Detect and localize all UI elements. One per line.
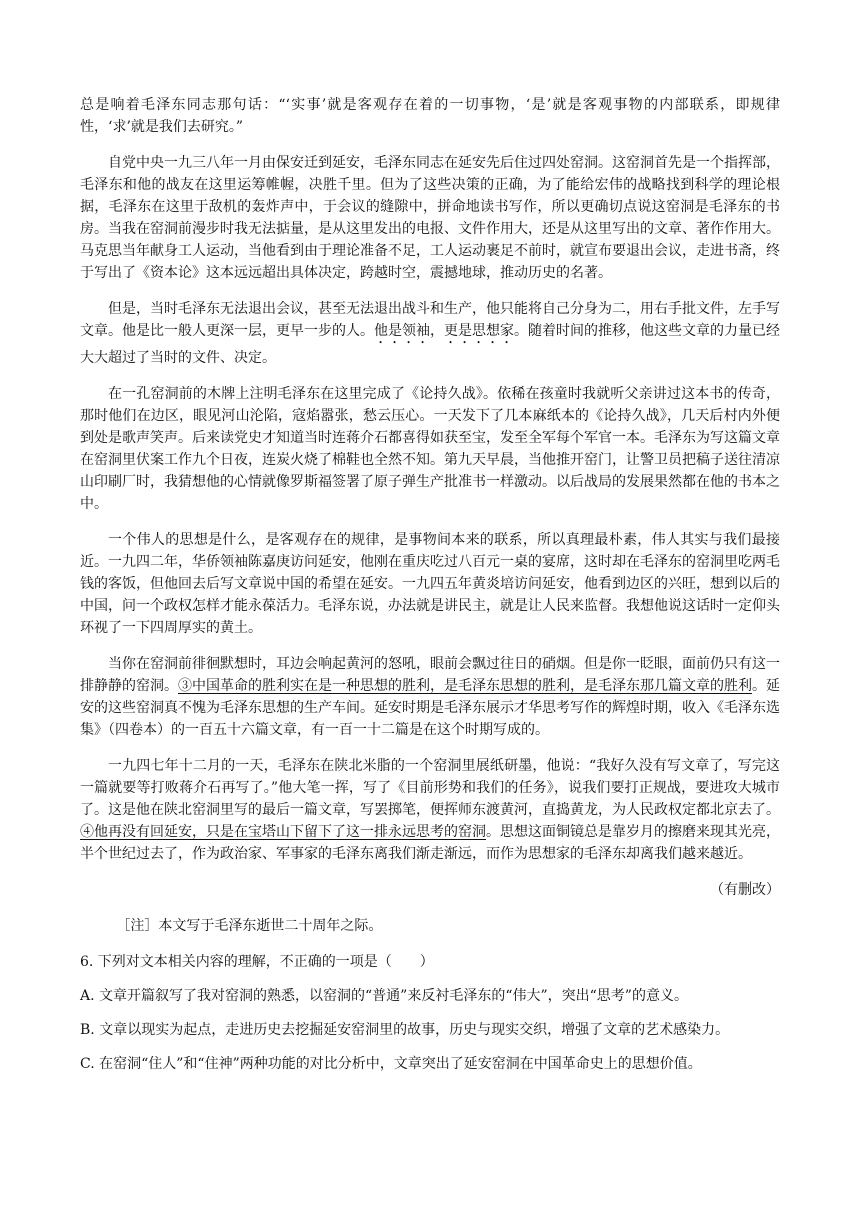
- emphasis-dotted-text: 他是领袖: [374, 323, 430, 339]
- paragraph-text: 一九四七年十二月的一天，毛泽东在陕北米脂的一个窑洞里展纸研墨，他说：“我好久没有写文章了，写完这一篇就要等打败蒋介石再写了。”他大笔一挥，写了《目前形势和我们的任务》，说我们要打正规战，要进攻大城市了。这是他在陕北窑洞里写的最后一篇文章，写罢掷笔，便挥师东渡黄河，直捣黄龙，为人民政权定都北京去了。: [80, 758, 780, 818]
- question-stem: 6. 下列对文本相关内容的理解，不正确的一项是（ ）: [80, 954, 434, 970]
- underlined-sentence-3: ③中国革命的胜利实在是一种思想的胜利，是毛泽东思想的胜利，是毛泽东那几篇文章的胜利: [178, 678, 752, 694]
- paragraph-text: ，: [430, 323, 444, 339]
- paragraph-great-thought: 一个伟人的思想是什么，是客观存在的规律，是事物间本来的联系，所以真理最朴素，伟人其实与我们最接近。一九四二年，华侨领袖陈嘉庚访问延安，他刚在重庆吃过八百元一桌的宴席，这时却在毛泽东的窑洞里吃两毛钱的客饭，但他回去后写文章说中国的希望在延安。一九四五年黄炎培访问延安，他看到边区的兴旺，想到以后的中国，问一个政权怎样才能永葆活力。毛泽东说，办法就是讲民主，就是让人民来监督。我想他说这话时一定仰头环视了一下四周厚实的黄土。: [80, 532, 780, 636]
- paragraph-command-post: 自党中央一九三八年一月由保安迁到延安，毛泽东同志在延安先后住过四处窑洞。这窑洞首先是一个指挥部，毛泽东和他的战友在这里运筹帷幄，决胜千里。但为了这些决策的正确，为了能给宏伟的战略找到科学的理论根据，毛泽东在这里于敌机的轰炸声中，于会议的缝隙中，拼命地读书写作，所以更确切点说这窑洞是毛泽东的书房。当我在窑洞前漫步时我无法掂量，是从这里发出的电报、文件作用大，还是从这里写出的文章、著作作用大。马克思当年献身工人运动，当他看到由于理论准备不足，工人运动裹足不前时，就宣布要退出会议，走进书斋，终于写出了《资本论》这本远远超出具体决定，跨越时空，震撼地球，推动历史的名著。: [80, 155, 780, 281]
- intro-paragraph: 总是响着毛泽东同志那句话：“‘实事’就是客观存在着的一切事物，‘是’就是客观事物的内部联系，即规律性，‘求’就是我们去研究。”: [80, 97, 780, 135]
- paragraph-text: 。思想这面铜镜总是靠岁月的擦磨来现其光亮，半个世纪过去了，作为政治家、军事家的毛泽东离我们渐走渐远，而作为思想家的毛泽东却离我们越来越近。: [80, 824, 780, 862]
- paragraph-protracted-war: 在一孔窑洞前的木牌上注明毛泽东在这里完成了《论持久战》。依稀在孩童时我就听父亲讲过这本书的传奇，那时他们在边区，眼见河山沦陷，寇焰嚣张，愁云压心。一天发下了几本麻纸本的《论持久战》，几天后村内外便到处是歌声笑声。后来读党史才知道当时连蒋介石都喜得如获至宝，发至全军每个军官一本。毛泽东为写这篇文章在窑洞里伏案工作九个日夜，连炭火烧了棉鞋也全然不知。第九天早晨，当他推开窑门，让警卫员把稿子送往清凉山印刷厂时，我猜想他的心情就像罗斯福签署了原子弹生产批准书一样激动。以后战局的发展果然都在他的书本之中。: [80, 386, 780, 512]
- paragraph-text: 。延安的这些窑洞真不愧为毛泽东思想的生产车间。延安时期是毛泽东展示才华思考写作的辉煌时期，收入《毛泽东选集》（四卷本）的一百五十六篇文章，有一百一十二篇是在这个时期写成的。: [80, 678, 780, 738]
- paragraph-leader-thinker: [80, 298, 780, 369]
- option-c: C. 在窑洞“住人”和“住神”两种功能的对比分析中，文章突出了延安窑洞在中国革命史上的思想价值。: [80, 1056, 702, 1072]
- underlined-sentence-4: ④他再没有回延安，只是在宝塔山下留下了这一排永远思考的窑洞: [80, 824, 486, 840]
- paragraph-text: 。随着时间的推移，他这些文章的力量已经大大超过了当时的文件、决定。: [80, 323, 780, 366]
- option-a: A. 文章开篇叙写了我对窑洞的熟悉，以窑洞的“普通”来反衬毛泽东的“伟大”，突出“思考”的意义。: [80, 988, 688, 1004]
- paragraph-victory-of-thought: [80, 653, 780, 741]
- footnote: ［注］本文写于毛泽东逝世二十周年之际。: [116, 918, 383, 934]
- paragraph-text: 当你在窑洞前徘徊默想时，耳边会响起黄河的怒吼，眼前会飘过往日的硝烟。但是你一眨眼，面前仍只有这一排静静的窑洞。: [80, 656, 780, 694]
- emphasis-dotted-text: 更是思想家: [444, 323, 514, 339]
- option-b: B. 文章以现实为起点，走进历史去挖掘延安窑洞里的故事，历史与现实交织，增强了文章的艺术感染力。: [80, 1022, 730, 1038]
- source-note: （有删改）: [710, 882, 780, 898]
- paragraph-text: 但是，当时毛泽东无法退出会议，甚至无法退出战斗和生产，他只能将自己分身为二，用右手批文件，左手写文章。他是比一般人更深一层，更早一步的人。: [80, 301, 780, 339]
- document-page: [80, 94, 780, 1087]
- paragraph-last-article: [80, 755, 780, 865]
